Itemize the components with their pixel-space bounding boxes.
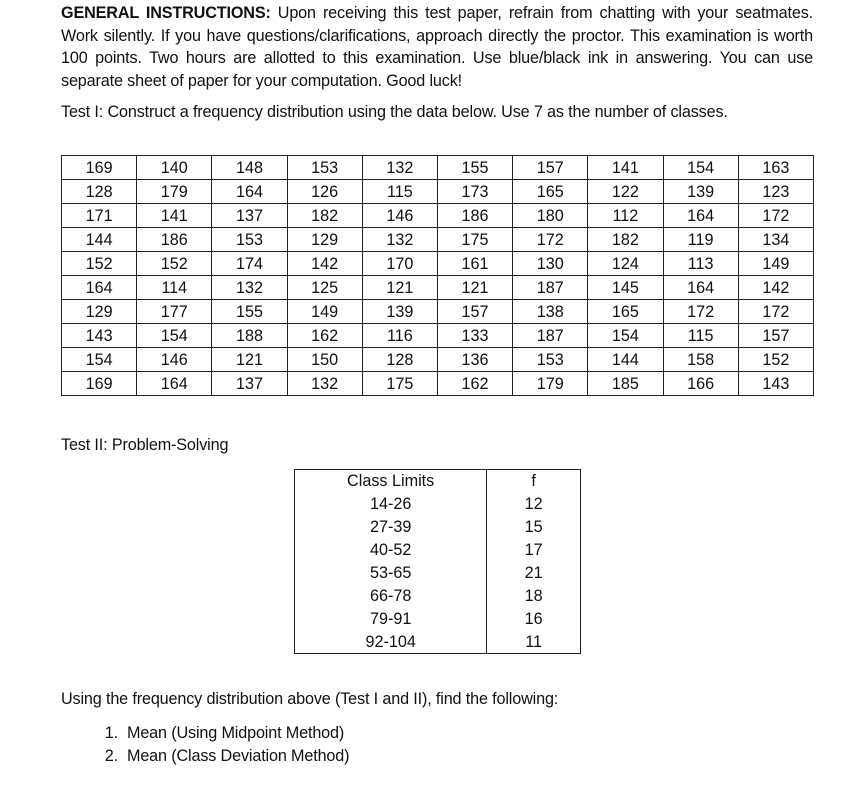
table-cell: 144 (588, 348, 663, 372)
raw-data-table (61, 155, 814, 396)
table-cell: 129 (62, 300, 137, 324)
table-row (62, 228, 814, 252)
table-cell: 148 (212, 156, 287, 180)
table-row (295, 515, 581, 538)
table-cell: 157 (513, 156, 588, 180)
table-cell: 177 (137, 300, 212, 324)
table-row (62, 372, 814, 396)
table-cell: 162 (437, 372, 512, 396)
table-cell: 132 (212, 276, 287, 300)
instructions-heading: GENERAL INSTRUCTIONS: (61, 4, 271, 22)
table-cell: 137 (212, 372, 287, 396)
task-prompt: Using the frequency distribution above (Test I and II), find the following: (61, 690, 559, 708)
table-cell: 134 (738, 228, 813, 252)
table-cell: 136 (437, 348, 512, 372)
table-cell: 162 (287, 324, 362, 348)
table-cell: 186 (437, 204, 512, 228)
table-cell: 174 (212, 252, 287, 276)
table-cell: 145 (588, 276, 663, 300)
table-cell: 153 (513, 348, 588, 372)
frequency-header: f (487, 470, 581, 493)
table-cell: 142 (287, 252, 362, 276)
general-instructions (61, 2, 813, 92)
frequency-cell: 11 (487, 630, 581, 654)
table-cell: 185 (588, 372, 663, 396)
table-row (62, 324, 814, 348)
table-cell: 119 (663, 228, 738, 252)
table-cell: 142 (738, 276, 813, 300)
table-row (62, 204, 814, 228)
class-limit-cell: 92-104 (295, 630, 487, 654)
table-cell: 123 (738, 180, 813, 204)
task-list (61, 722, 349, 768)
table-row (62, 156, 814, 180)
table-cell: 170 (362, 252, 437, 276)
table-cell: 139 (663, 180, 738, 204)
table-cell: 133 (437, 324, 512, 348)
table-cell: 155 (212, 300, 287, 324)
table-cell: 146 (137, 348, 212, 372)
table-cell: 164 (663, 276, 738, 300)
frequency-table (294, 469, 581, 654)
table-cell: 115 (362, 180, 437, 204)
table-cell: 153 (212, 228, 287, 252)
table-cell: 175 (362, 372, 437, 396)
table-cell: 154 (588, 324, 663, 348)
table-cell: 164 (62, 276, 137, 300)
table-cell: 128 (362, 348, 437, 372)
class-limit-cell: 27-39 (295, 515, 487, 538)
table-cell: 143 (738, 372, 813, 396)
table-cell: 169 (62, 156, 137, 180)
table-cell: 114 (137, 276, 212, 300)
table-cell: 146 (362, 204, 437, 228)
table-cell: 175 (437, 228, 512, 252)
class-limits-header: Class Limits (295, 470, 487, 493)
table-cell: 161 (437, 252, 512, 276)
table-cell: 115 (663, 324, 738, 348)
class-limit-cell: 40-52 (295, 538, 487, 561)
table-row (295, 630, 581, 654)
task-item-text: Mean (Using Midpoint Method) (127, 724, 345, 742)
table-cell: 152 (62, 252, 137, 276)
table-cell: 130 (513, 252, 588, 276)
table-cell: 187 (513, 324, 588, 348)
table-cell: 164 (212, 180, 287, 204)
table-cell: 172 (738, 204, 813, 228)
class-limit-cell: 14-26 (295, 492, 487, 515)
table-cell: 172 (513, 228, 588, 252)
instructions-body: Upon receiving this test paper, refrain from chatting with your seatmates. Work silently. If you have questions/clarifications, approach directly the proctor. This examination is worth 100 points. Two hours are allotted to this examination. Use blue/black ink in answering. You can use separate sheet of paper for your computation. Good luck! (61, 4, 813, 90)
task-item (61, 745, 349, 768)
table-cell: 125 (287, 276, 362, 300)
task-item (61, 722, 349, 745)
table-cell: 187 (513, 276, 588, 300)
table-cell: 179 (137, 180, 212, 204)
table-cell: 143 (62, 324, 137, 348)
test2-heading: Test II: Problem-Solving (61, 436, 229, 454)
table-cell: 152 (137, 252, 212, 276)
task-item-number: 1. (104, 724, 118, 742)
table-cell: 152 (738, 348, 813, 372)
table-cell: 173 (437, 180, 512, 204)
table-cell: 155 (437, 156, 512, 180)
table-cell: 182 (588, 228, 663, 252)
table-row (62, 252, 814, 276)
frequency-table-body (295, 492, 581, 654)
table-cell: 141 (137, 204, 212, 228)
table-cell: 140 (137, 156, 212, 180)
table-cell: 121 (212, 348, 287, 372)
class-limit-cell: 66-78 (295, 584, 487, 607)
table-row (295, 607, 581, 630)
frequency-cell: 15 (487, 515, 581, 538)
frequency-cell: 18 (487, 584, 581, 607)
table-cell: 126 (287, 180, 362, 204)
table-cell: 172 (738, 300, 813, 324)
frequency-cell: 16 (487, 607, 581, 630)
table-cell: 158 (663, 348, 738, 372)
table-cell: 172 (663, 300, 738, 324)
frequency-cell: 21 (487, 561, 581, 584)
table-row (295, 538, 581, 561)
table-cell: 169 (62, 372, 137, 396)
table-cell: 132 (362, 156, 437, 180)
table-cell: 166 (663, 372, 738, 396)
table-cell: 188 (212, 324, 287, 348)
table-cell: 132 (287, 372, 362, 396)
table-cell: 149 (287, 300, 362, 324)
task-item-text: Mean (Class Deviation Method) (127, 747, 350, 765)
table-cell: 132 (362, 228, 437, 252)
table-row (62, 276, 814, 300)
frequency-cell: 17 (487, 538, 581, 561)
table-row (62, 180, 814, 204)
table-cell: 116 (362, 324, 437, 348)
table-cell: 124 (588, 252, 663, 276)
table-cell: 121 (437, 276, 512, 300)
table-row (295, 584, 581, 607)
table-cell: 150 (287, 348, 362, 372)
table-cell: 113 (663, 252, 738, 276)
table-cell: 153 (287, 156, 362, 180)
table-row (295, 492, 581, 515)
table-cell: 186 (137, 228, 212, 252)
class-limit-cell: 79-91 (295, 607, 487, 630)
frequency-cell: 12 (487, 492, 581, 515)
table-cell: 139 (362, 300, 437, 324)
frequency-table-header-row (295, 470, 581, 493)
table-cell: 121 (362, 276, 437, 300)
table-cell: 154 (137, 324, 212, 348)
table-cell: 128 (62, 180, 137, 204)
table-cell: 129 (287, 228, 362, 252)
table-cell: 154 (62, 348, 137, 372)
table-cell: 157 (437, 300, 512, 324)
table-cell: 179 (513, 372, 588, 396)
class-limit-cell: 53-65 (295, 561, 487, 584)
table-cell: 141 (588, 156, 663, 180)
table-cell: 137 (212, 204, 287, 228)
table-cell: 154 (663, 156, 738, 180)
table-cell: 157 (738, 324, 813, 348)
table-cell: 182 (287, 204, 362, 228)
table-cell: 112 (588, 204, 663, 228)
task-item-number: 2. (104, 747, 118, 765)
table-row (295, 561, 581, 584)
test1-prompt: Test I: Construct a frequency distribution using the data below. Use 7 as the number of classes. (61, 103, 728, 121)
table-cell: 149 (738, 252, 813, 276)
table-cell: 171 (62, 204, 137, 228)
table-cell: 165 (588, 300, 663, 324)
table-row (62, 300, 814, 324)
table-cell: 138 (513, 300, 588, 324)
table-cell: 164 (663, 204, 738, 228)
table-cell: 144 (62, 228, 137, 252)
table-cell: 163 (738, 156, 813, 180)
table-cell: 122 (588, 180, 663, 204)
table-cell: 165 (513, 180, 588, 204)
raw-data-body (62, 156, 814, 396)
table-row (62, 348, 814, 372)
table-cell: 164 (137, 372, 212, 396)
table-cell: 180 (513, 204, 588, 228)
